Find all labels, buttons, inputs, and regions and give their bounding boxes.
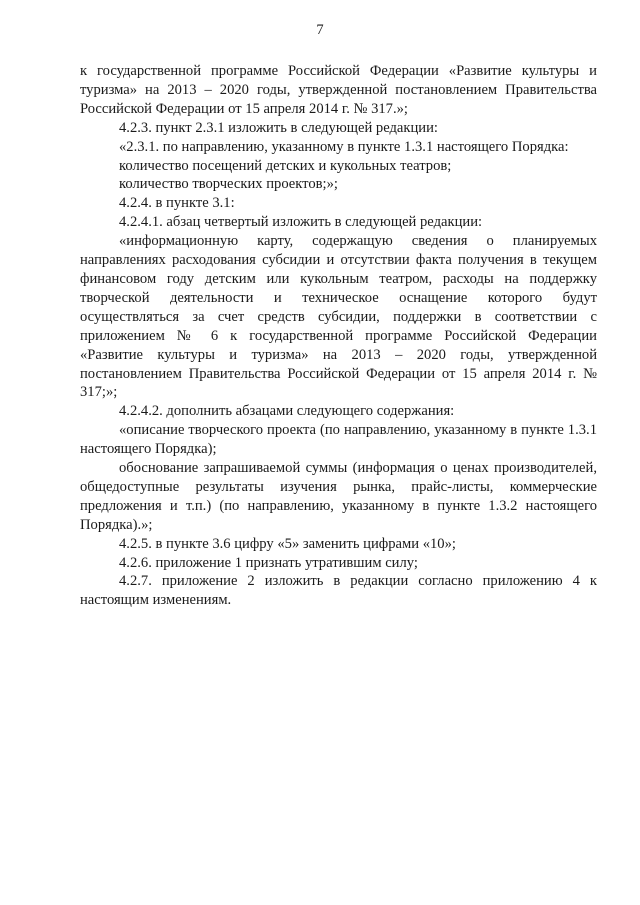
- document-body: [80, 62, 597, 610]
- paragraph-creative-projects: количество творческих проектов;»;: [119, 176, 338, 193]
- paragraph-4-2-6: 4.2.6. приложение 1 признать утратившим силу;: [119, 554, 418, 571]
- paragraph-4-2-5: 4.2.5. в пункте 3.6 цифру «5» заменить цифрами «10»;: [119, 535, 456, 552]
- paragraph-4-2-7: 4.2.7. приложение 2 изложить в редакции согласно приложению 4 к настоящим изменениям.: [80, 573, 597, 609]
- paragraph-sum-justification: обоснование запрашиваемой суммы (информация о ценах производителей, общедоступные результаты изучения рынка, прайс-листы, коммерческие предложения и т.п.) (по направлению, указанному в пункте 1.3.2 настоящего Порядка).»;: [80, 460, 597, 533]
- paragraph-2-3-1-quote: «2.3.1. по направлению, указанному в пункте 1.3.1 настоящего Порядка:: [119, 138, 569, 155]
- paragraph-4-2-4-2: 4.2.4.2. дополнить абзацами следующего содержания:: [119, 403, 455, 420]
- paragraph-4-2-3: 4.2.3. пункт 2.3.1 изложить в следующей редакции:: [119, 119, 438, 136]
- paragraph-theatre-visits: количество посещений детских и кукольных театров;: [119, 157, 452, 174]
- paragraph-continuation: к государственной программе Российской Федерации «Развитие культуры и туризма» на 2013 – 2020 годы, утвержденной постановлением Правительства Российской Федерации от 15 апреля 2014 г. № 317.»;: [80, 63, 597, 117]
- paragraph-4-2-4: 4.2.4. в пункте 3.1:: [119, 195, 235, 212]
- paragraph-4-2-4-1: 4.2.4.1. абзац четвертый изложить в следующей редакции:: [119, 214, 483, 231]
- page-number: 7: [316, 22, 324, 38]
- paragraph-project-description: «описание творческого проекта (по направлению, указанному в пункте 1.3.1 настоящего Порядка);: [80, 422, 597, 458]
- paragraph-info-card: «информационную карту, содержащую сведения о планируемых направлениях расходования субсидии и отсутствии факта получения в текущем финансовом году детским или кукольным театром, расходы на поддержку творческой деятельности и техническое оснащение которого будут осуществляться за счет средств субсидии, поддержки в соответствии с приложением № 6 к государственной программе Российской Федерации «Развитие культуры и туризма» на 2013 – 2020 годы, утвержденной постановлением Правительства Российской Федерации от 15 апреля 2014 г. № 317;»;: [80, 233, 597, 401]
